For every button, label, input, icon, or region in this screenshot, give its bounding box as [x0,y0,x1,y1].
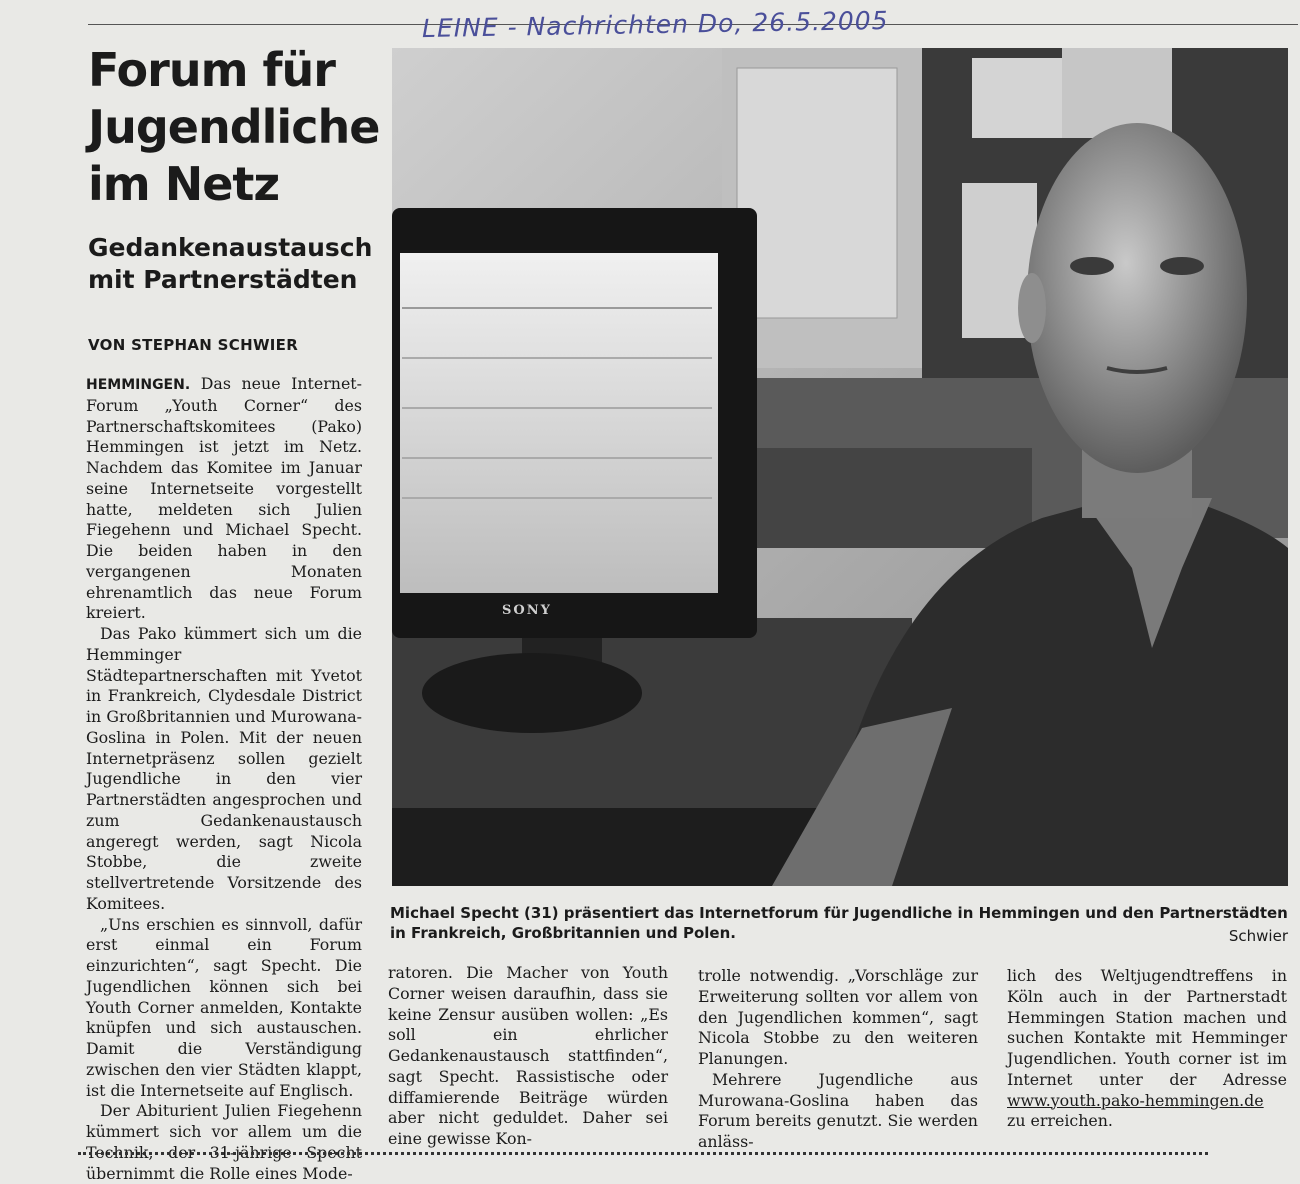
paragraph-3: „Uns erschien es sinnvoll, dafür erst einmal ein Forum einzurichten“, sagt Specht. Die Jugendlichen können sich bei Youth Corner anmelden, Kontakte knüpfen und sich austauschen. Damit die Verständigung zwischen den vier Städten klappt, ist die Internetseite auf Englisch. [86,914,362,1100]
photo-credit: Schwier [1228,927,1288,945]
paragraph-2: Das Pako kümmert sich um die Hemminger Städtepartnerschaften mit Yvetot in Frankreich, Clydesdale District in Großbritannien und Murowana-Goslina in Polen. Mit der neuen Internetpräsenz sollen gezielt Jugendliche in den vier Partnerstädten angesprochen und zum Gedankenaustausch angeregt werden, sagt Nicola Stobbe, die zweite stellvertretende Vorsitzende des Komitees. [86,624,362,913]
handwritten-source-note: LEINE - Nachrichten Do, 26.5.2005 [421,5,889,44]
website-link[interactable]: www.youth.pako-hemmingen.de [1007,1090,1264,1110]
paragraph-1: HEMMINGEN. Das neue Internet-Forum „Youth Corner“ des Partnerschaftskomitees (Pako) Hemmingen ist jetzt im Netz. Nachdem das Komitee im Januar seine Internetseite vorgestellt hatte, meldeten sich Julien Fiegehenn und Michael Specht. Die beiden haben in den vergangenen Monaten ehrenamtlich das neue Forum kreiert. [86,374,362,623]
monitor-brand-label: SONY [502,603,552,618]
bottom-dotted-border [78,1148,1208,1155]
byline: VON STEPHAN SCHWIER [88,336,299,354]
article-column-1 [86,374,362,1184]
dateline: HEMMINGEN. [86,377,191,393]
article-column-2 [388,963,668,1150]
paragraph-7: Mehrere Jugendliche aus Murowana-Goslina haben das Forum bereits genutzt. Sie werden anläss- [698,1069,978,1151]
paragraph-4: Der Abiturient Julien Fiegehenn kümmert sich vor allem um die Technik, der 31-jährige Specht übernimmt die Rolle eines Mode- [86,1101,362,1183]
paragraph-8: lich des Weltjugendtreffens in Köln auch in der Partnerstadt Hemmingen Station machen und suchen Kontakte mit Hemminger Jugendlichen. Youth corner ist im Internet unter der Adresse www.youth.pako-hemmingen.de zu erreichen. [1007,966,1287,1131]
article-column-4 [1007,966,1287,1132]
photo-illustration [392,48,1288,886]
subheadline: Gedankenaustausch mit Partnerstädten [88,233,373,294]
paragraph-6: trolle notwendig. „Vorschläge zur Erweiterung sollten vor allem von den Jugendlichen kommen“, sagt Nicola Stobbe zu den weiteren Planungen. [698,966,978,1068]
article-column-3 [698,966,978,1153]
paragraph-5: ratoren. Die Macher von Youth Corner weisen daraufhin, dass sie keine Zensur ausüben wollen: „Es soll ein ehrlicher Gedankenaustausch stattfinden“, sagt Specht. Rassistische oder diffamierende Beiträge würden aber nicht geduldet. Daher sei eine gewisse Kon- [388,963,668,1148]
headline: Forum für Jugendliche im Netz [88,43,380,211]
photo-caption: Michael Specht (31) präsentiert das Internetforum für Jugendliche in Hemmingen und den Partnerstädten in Frankreich, Großbritannien und Polen. [390,904,1288,942]
article-photo [392,48,1288,886]
